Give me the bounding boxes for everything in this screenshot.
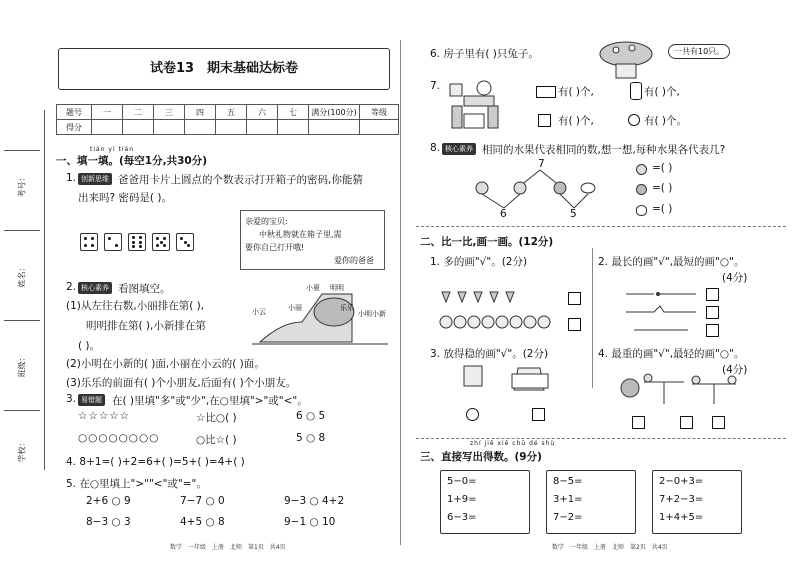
- q2-line[interactable]: (3)乐乐的前面有( )个小朋友,后面有( )个小朋友。: [66, 377, 297, 389]
- blocks-illustration: [444, 78, 508, 132]
- kid-label: 小丽: [288, 304, 302, 312]
- column-divider: [592, 248, 593, 388]
- calc-item[interactable]: 7−2=: [553, 512, 583, 523]
- q2-line[interactable]: (2)小明在小新的( )面,小丽在小云的( )面。: [66, 358, 265, 370]
- dice-cards: [80, 233, 200, 254]
- cuboid-icon: [536, 86, 556, 98]
- sidebar-field-school: 学校：: [17, 438, 27, 463]
- q8-tag: 核心素养: [442, 143, 476, 155]
- dice-card-3: [176, 233, 194, 251]
- q3-compare[interactable]: 5 ○ 8: [296, 432, 326, 444]
- score-cell: 等级: [360, 105, 399, 120]
- q8-number: 8.: [430, 142, 441, 154]
- kid-label: 小明: [358, 310, 372, 318]
- q7-answer[interactable]: 有( )个,: [558, 115, 594, 127]
- q2-line[interactable]: ( )。: [78, 340, 101, 352]
- fruit-tree-diagram: [468, 168, 598, 212]
- left-footer: 数学 一年级 上册 北师 第1页 共4页: [170, 544, 286, 551]
- q8-bottom-number: 6: [500, 208, 507, 220]
- q3-compare[interactable]: ☆比○( ): [196, 412, 237, 424]
- s2-q1: 1. 多的画"√"。(2分): [430, 256, 528, 268]
- calc-item[interactable]: 1+9=: [447, 494, 477, 505]
- balance-scale-illustration: [618, 370, 742, 410]
- score-input[interactable]: [278, 120, 309, 135]
- note-line: 亲爱的宝贝:: [245, 217, 288, 226]
- sidebar-field-name: 姓名：: [17, 263, 27, 288]
- sidebar-rule: [4, 230, 40, 231]
- cube-icon: [538, 114, 551, 127]
- q3-text: 在( )里填"多"或"少",在○里填">"或"<"。: [112, 395, 308, 407]
- answer-box[interactable]: [680, 416, 693, 429]
- binding-sidebar: [0, 110, 45, 470]
- section2-title: 二、比一比,画一画。(12分): [420, 236, 554, 248]
- page-title: 试卷13 期末基础达标卷: [149, 61, 299, 76]
- score-cell: 六: [247, 105, 278, 120]
- sphere-icon: [628, 114, 640, 126]
- calc-box: [440, 470, 530, 534]
- q1-text-b[interactable]: 出来吗? 密码是( )。: [78, 192, 172, 204]
- q3-tag: 易错题: [78, 394, 105, 406]
- sidebar-rule: [4, 320, 40, 321]
- score-cell: 得分: [57, 120, 92, 135]
- q1-tag: 创新思维: [78, 173, 112, 185]
- calc-box: [546, 470, 636, 534]
- score-input[interactable]: [216, 120, 247, 135]
- answer-box[interactable]: [706, 324, 719, 337]
- q5-item[interactable]: 2+6 ○ 9: [86, 495, 131, 507]
- s2-q4: 4. 最重的画"√",最轻的画"○"。: [598, 348, 745, 360]
- q2-tag: 核心素养: [78, 282, 112, 294]
- calc-item[interactable]: 5−0=: [447, 476, 477, 487]
- q5-title: 5. 在○里填上">""<"或"="。: [66, 478, 207, 490]
- q7-number: 7.: [430, 80, 441, 92]
- q7-answer[interactable]: 有( )个,: [558, 86, 594, 98]
- peach-icon: [636, 164, 647, 175]
- q3-stars: ☆☆☆☆☆: [78, 410, 131, 422]
- sidebar-rule: [4, 410, 40, 411]
- score-cell: 三: [154, 105, 185, 120]
- mushroom-house-illustration: [598, 40, 666, 80]
- q5-item[interactable]: 4+5 ○ 8: [180, 516, 225, 528]
- note-card: [240, 210, 385, 270]
- answer-box[interactable]: [706, 306, 719, 319]
- note-line: 要你自己打开哦!: [245, 243, 305, 252]
- q5-item[interactable]: 7−7 ○ 0: [180, 495, 225, 507]
- score-cell: 七: [278, 105, 309, 120]
- q3-compare[interactable]: 6 ○ 5: [296, 410, 326, 422]
- kid-label: 小新: [372, 310, 386, 318]
- score-input[interactable]: [154, 120, 185, 135]
- page-divider: [400, 40, 401, 545]
- score-cell: 四: [185, 105, 216, 120]
- score-cell: 题号: [57, 105, 92, 120]
- score-cell: 五: [216, 105, 247, 120]
- q3-shapes: ○○○○○○○○: [78, 432, 160, 444]
- q8-answer[interactable]: =( ): [652, 182, 673, 194]
- q6-text[interactable]: 6. 房子里有( )只兔子。: [430, 48, 539, 60]
- answer-box[interactable]: [532, 408, 545, 421]
- score-input[interactable]: [185, 120, 216, 135]
- calc-item[interactable]: 6−3=: [447, 512, 477, 523]
- q3-number: 3.: [66, 393, 77, 405]
- q5-item[interactable]: 8−3 ○ 3: [86, 516, 131, 528]
- q2-title: 看图填空。: [118, 283, 171, 295]
- calc-item[interactable]: 2−0+3=: [659, 476, 704, 487]
- calc-item[interactable]: 7+2−3=: [659, 494, 704, 505]
- q3-compare[interactable]: ○比☆( ): [196, 434, 237, 446]
- apple-icon: [636, 184, 647, 195]
- q2-line[interactable]: 明明排在第( ),小新排在第: [86, 320, 206, 332]
- score-input[interactable]: [92, 120, 123, 135]
- section-rule: [416, 438, 786, 439]
- stable-shapes-illustration: [452, 364, 552, 408]
- answer-box[interactable]: [568, 292, 581, 305]
- sidebar-field-class: 班级：: [17, 353, 27, 378]
- q8-top-number: 7: [538, 158, 545, 170]
- s2-q2-points: (4分): [722, 272, 748, 284]
- lemon-icon: [636, 205, 647, 216]
- score-table: [56, 104, 399, 135]
- speech-bubble: 一共有10只。: [668, 44, 730, 59]
- right-footer: 数学 一年级 上册 北师 第2页 共4页: [552, 544, 668, 551]
- lines-illustration: [624, 288, 700, 338]
- score-input[interactable]: [247, 120, 278, 135]
- answer-box[interactable]: [706, 288, 719, 301]
- section1-pinyin: tián yi tián: [90, 146, 135, 153]
- title-box: [58, 48, 390, 90]
- answer-box[interactable]: [712, 416, 725, 429]
- calc-box: [652, 470, 742, 534]
- kid-label: 小云: [252, 308, 266, 316]
- sidebar-rule: [4, 150, 40, 151]
- q4-equation[interactable]: 4. 8+1=( )+2=6+( )=5+( )=4+( ): [66, 456, 245, 468]
- score-header-row: [57, 105, 399, 120]
- q2-line[interactable]: (1)从左往右数,小丽排在第( ),: [66, 300, 205, 312]
- dice-card-4: [80, 233, 98, 251]
- q7-answer[interactable]: 有( )个。: [644, 115, 688, 127]
- q8-answer[interactable]: =( ): [652, 203, 673, 215]
- calc-item[interactable]: 1+4+5=: [659, 512, 704, 523]
- section3-title: 三、直接写出得数。(9分): [420, 451, 542, 463]
- q8-bottom-number: 5: [570, 208, 577, 220]
- q1-number: 1.: [66, 172, 77, 184]
- section-rule: [416, 226, 786, 227]
- kid-label: 明明: [330, 284, 344, 292]
- q7-answer[interactable]: 有( )个,: [644, 86, 680, 98]
- score-value-row: [57, 120, 399, 135]
- calc-item[interactable]: 3+1=: [553, 494, 583, 505]
- answer-box[interactable]: [632, 416, 645, 429]
- q5-item[interactable]: 9−1 ○ 10: [284, 516, 336, 528]
- dice-card-6: [128, 233, 146, 251]
- kid-label: 小夏: [306, 284, 320, 292]
- note-line: 中秋礼物就在箱子里,需: [259, 230, 342, 239]
- score-cell: 满分(100分): [309, 105, 360, 120]
- sidebar-field-exam-no: 考号：: [17, 173, 27, 198]
- section3-pinyin: zhí jiē xiě chū dé shù: [470, 440, 556, 447]
- q2-number: 2.: [66, 281, 77, 293]
- q1-text-a: 爸爸用卡片上圆点的个数表示打开箱子的密码,你能猜: [118, 174, 363, 186]
- q8-answer[interactable]: =( ): [652, 162, 673, 174]
- score-input[interactable]: [123, 120, 154, 135]
- s2-q2: 2. 最长的画"√",最短的画"○"。: [598, 256, 745, 268]
- note-line: 爱你的爸爸: [334, 256, 374, 265]
- score-cell: 一: [92, 105, 123, 120]
- answer-circle[interactable]: [466, 408, 479, 421]
- kid-label: 乐乐: [340, 304, 354, 312]
- q5-item[interactable]: 9−3 ○ 4+2: [284, 495, 345, 507]
- dice-card-5: [152, 233, 170, 251]
- s2-q4-points: (4分): [722, 364, 748, 376]
- dice-card-2: [104, 233, 122, 251]
- score-input[interactable]: [309, 120, 360, 135]
- cylinder-icon: [630, 82, 642, 100]
- section1-title: 一、填一填。(每空1分,共30分): [56, 155, 208, 167]
- strawberries-pumpkins-illustration: [436, 288, 562, 332]
- answer-box[interactable]: [568, 318, 581, 331]
- s2-q3: 3. 放得稳的画"√"。(2分): [430, 348, 549, 360]
- score-input[interactable]: [360, 120, 399, 135]
- score-cell: 二: [123, 105, 154, 120]
- calc-item[interactable]: 8−5=: [553, 476, 583, 487]
- q8-text: 相同的水果代表相同的数,想一想,每种水果各代表几?: [482, 144, 726, 156]
